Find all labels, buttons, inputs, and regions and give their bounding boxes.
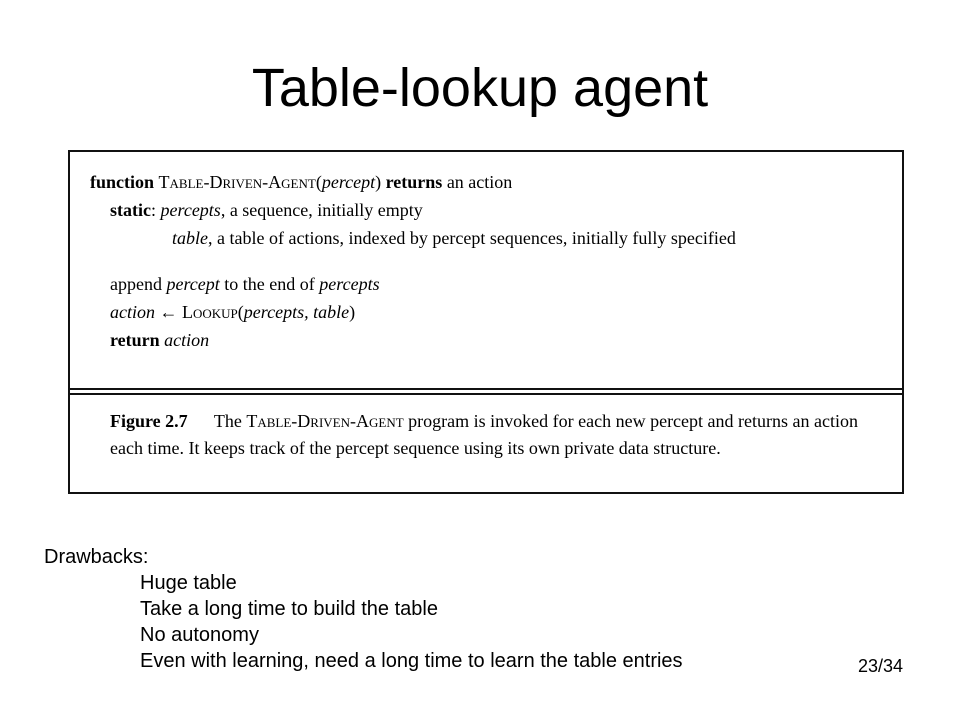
- page-number: 23/34: [858, 656, 904, 676]
- open-paren: (: [315, 172, 322, 192]
- algorithm-line-6: [90, 326, 890, 354]
- keyword-return: return: [110, 330, 160, 350]
- caption-text: program is invoked for each new percept and returns an action each time. It keeps track of the percept sequence using its own private data structure.: [110, 411, 858, 458]
- list-item: Even with learning, need a long time to learn the table entries: [140, 650, 683, 672]
- var-percept: percept: [166, 274, 220, 294]
- slide-title: Table-lookup agent: [251, 58, 709, 118]
- algorithm-line-1: [90, 168, 890, 196]
- lookup-close-paren: ): [349, 302, 356, 322]
- static-colon: :: [150, 200, 156, 220]
- caption-pre: The: [213, 411, 242, 431]
- algorithm-line-4: [90, 270, 890, 298]
- var-table: table: [172, 228, 208, 248]
- function-lookup: Lookup: [182, 302, 238, 322]
- table-description: , a table of actions, indexed by percept sequences, initially fully specified: [208, 228, 736, 248]
- param-percept: percept: [321, 172, 376, 192]
- figure-box: [68, 150, 904, 494]
- figure-caption: [110, 408, 880, 462]
- figure-divider-double: [70, 393, 902, 395]
- lookup-open-paren: (: [237, 302, 244, 322]
- function-name: Table-Driven-Agent: [158, 172, 316, 192]
- return-description: an action: [446, 172, 513, 192]
- percepts-description: , a sequence, initially empty: [220, 200, 423, 220]
- var-percepts: percepts: [160, 200, 221, 220]
- drawbacks-list: [44, 544, 683, 674]
- text-end-of: to the end of: [224, 274, 315, 294]
- list-item: Huge table: [140, 572, 237, 594]
- figure-label: Figure 2.7: [110, 411, 188, 431]
- drawbacks-heading: Drawbacks:: [44, 546, 149, 568]
- var-action: action: [110, 302, 155, 322]
- list-item: No autonomy: [140, 624, 259, 646]
- keyword-static: static: [110, 200, 151, 220]
- keyword-returns: returns: [385, 172, 443, 192]
- algorithm-line-5: [90, 298, 890, 326]
- var-percepts-2: percepts: [319, 274, 380, 294]
- var-action-2: action: [164, 330, 210, 350]
- close-paren: ): [375, 172, 382, 192]
- caption-function-name: Table-Driven-Agent: [246, 411, 404, 431]
- lookup-args: percepts, table: [243, 302, 350, 322]
- assign-arrow: ←: [159, 302, 178, 322]
- algorithm-pseudocode: [90, 168, 890, 354]
- algorithm-line-2: [90, 196, 890, 224]
- figure-divider: [70, 388, 902, 390]
- word-append: append: [110, 274, 162, 294]
- keyword-function: function: [90, 172, 155, 192]
- algorithm-line-3: [90, 224, 890, 252]
- list-item: Take a long time to build the table: [140, 598, 438, 620]
